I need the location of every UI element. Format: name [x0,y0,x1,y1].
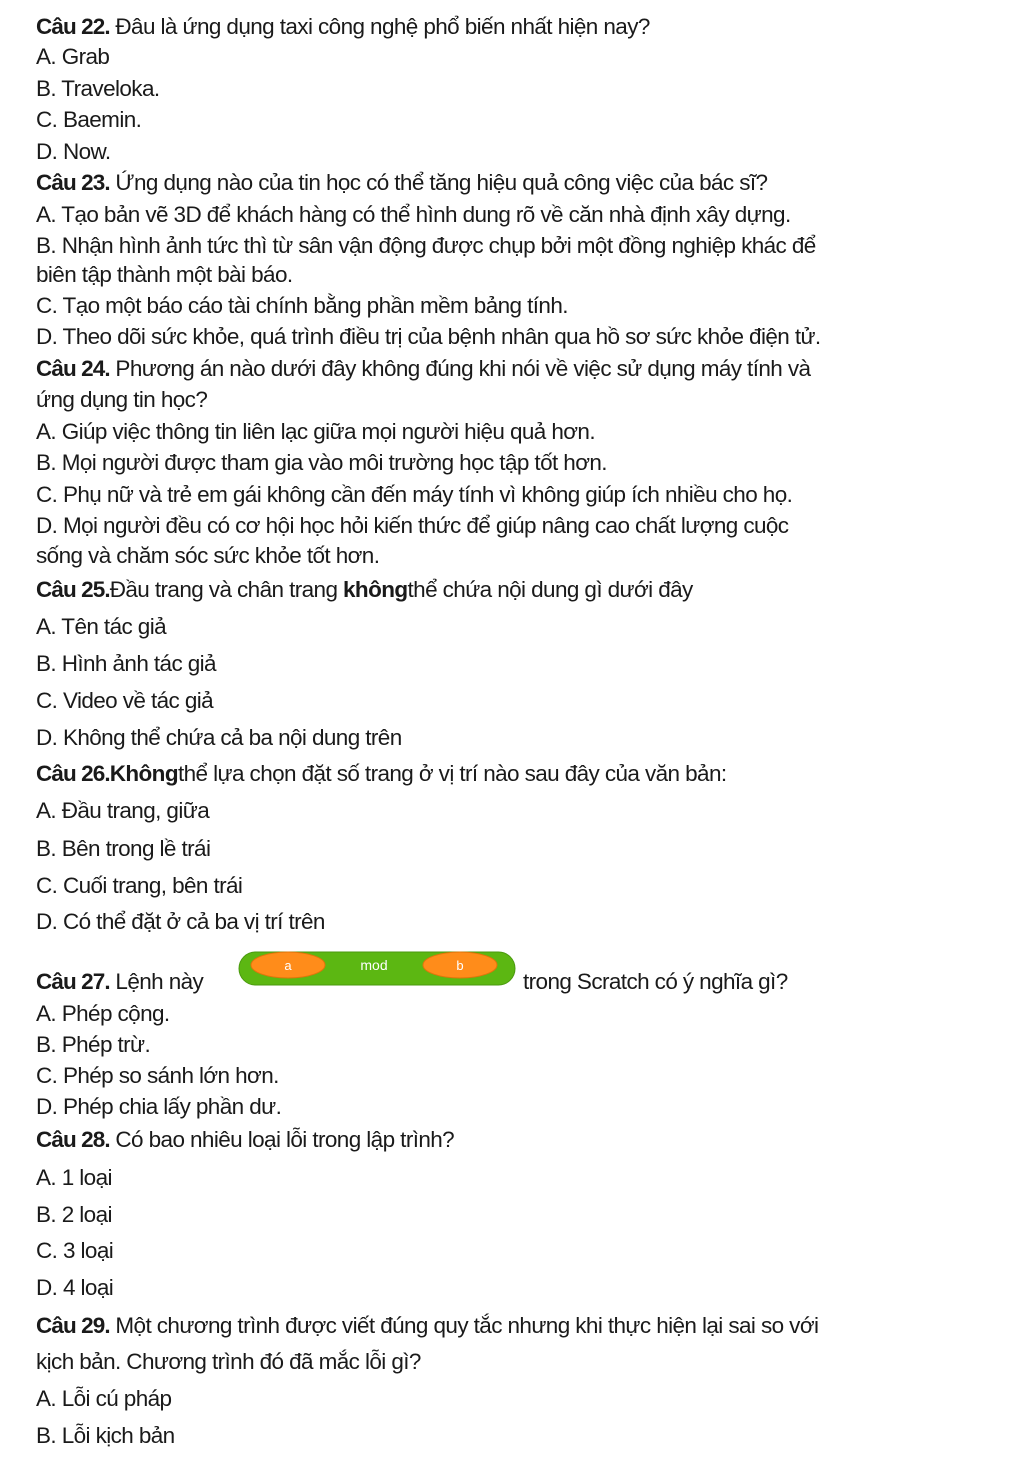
option-a: A. Đầu trang, giữa [36,798,210,823]
question-number: Câu 25. [36,577,110,602]
question-27-lead [36,967,203,997]
option-a: A. 1 loại [36,1165,112,1190]
option-a: A. Giúp việc thông tin liên lạc giữa mọi người hiệu quả hơn. [36,419,595,444]
question-29 [36,1311,818,1341]
question-25 [36,575,693,605]
question-text-continued: kịch bản. Chương trình đó đã mắc lỗi gì? [36,1349,421,1374]
scratch-input-left-label: a [284,958,292,973]
option-b: B. Lỗi kịch bản [36,1423,175,1448]
option-b-continued: biên tập thành một bài báo. [36,262,293,287]
option-c: C. Baemin. [36,107,142,132]
option-d: D. Phép chia lấy phần dư. [36,1094,282,1119]
option-b: B. Mọi người được tham gia vào môi trường học tập tốt hơn. [36,450,607,475]
question-text: Ứng dụng nào của tin học có thể tăng hiệu quả công việc của bác sĩ? [115,170,768,195]
scratch-input-right-label: b [456,958,464,973]
question-number: Câu 23. [36,170,110,195]
question-number: Câu 26. [36,761,110,786]
question-text: Lệnh này [115,969,204,994]
option-b: B. Bên trong lề trái [36,836,211,861]
question-26 [36,759,727,789]
question-27-tail: trong Scratch có ý nghĩa gì? [523,969,788,994]
question-text: Có bao nhiêu loại lỗi trong lập trình? [115,1127,455,1152]
question-number: Câu 22. [36,14,110,39]
option-c: C. Phép so sánh lớn hơn. [36,1063,279,1088]
option-d: D. 4 loại [36,1275,114,1300]
option-b: B. Hình ảnh tác giả [36,651,216,676]
question-text: Đâu là ứng dụng taxi công nghệ phổ biến nhất hiện nay? [115,14,650,39]
option-d: D. Now. [36,139,111,164]
option-d: D. Mọi người đều có cơ hội học hỏi kiến thức để giúp nâng cao chất lượng cuộc [36,513,789,538]
question-text-continued: ứng dụng tin học? [36,387,208,412]
question-number: Câu 29. [36,1313,110,1338]
question-28 [36,1125,454,1155]
option-c: C. 3 loại [36,1238,114,1263]
option-c: C. Video về tác giả [36,688,214,713]
question-text: thể lựa chọn đặt số trang ở vị trí nào sau đây của văn bản: [177,761,727,786]
option-b: B. Phép trừ. [36,1032,151,1057]
question-text-rest: thể chứa nội dung gì dưới đây [407,577,693,602]
option-a: A. Phép cộng. [36,1001,170,1026]
question-number: Câu 24. [36,356,110,381]
option-b: B. 2 loại [36,1202,112,1227]
option-c: C. Tạo một báo cáo tài chính bằng phần mềm bảng tính. [36,293,568,318]
question-text: Một chương trình được viết đúng quy tắc nhưng khi thực hiện lại sai so với [115,1313,819,1338]
question-22 [36,12,650,42]
question-number: Câu 28. [36,1127,110,1152]
scratch-operator-label: mod [360,957,388,973]
question-text: Đầu trang và chân trang [109,577,338,602]
option-a: A. Tên tác giả [36,614,167,639]
question-text: Phương án nào dưới đây không đúng khi nói về việc sử dụng máy tính và [115,356,811,381]
option-c: C. Phụ nữ và trẻ em gái không cần đến máy tính vì không giúp ích nhiều cho họ. [36,482,793,507]
question-24 [36,354,810,384]
question-number: Câu 27. [36,969,110,994]
option-a: A. Lỗi cú pháp [36,1386,172,1411]
scratch-mod-block [238,951,518,987]
option-c: C. Cuối trang, bên trái [36,873,243,898]
question-23 [36,168,767,198]
option-b: B. Nhận hình ảnh tức thì từ sân vận động được chụp bởi một đồng nghiệp khác để [36,233,816,258]
question-emphasis: Không [109,761,178,786]
option-d: D. Theo dõi sức khỏe, quá trình điều trị của bệnh nhân qua hồ sơ sức khỏe điện tử. [36,324,821,349]
option-b: B. Traveloka. [36,76,160,101]
option-d: D. Có thể đặt ở cả ba vị trí trên [36,909,325,934]
option-a: A. Grab [36,44,110,69]
option-d-continued: sống và chăm sóc sức khỏe tốt hơn. [36,543,380,568]
option-a: A. Tạo bản vẽ 3D để khách hàng có thể hình dung rõ về căn nhà định xây dựng. [36,202,791,227]
option-d: D. Không thể chứa cả ba nội dung trên [36,725,402,750]
question-emphasis: không [343,577,408,602]
